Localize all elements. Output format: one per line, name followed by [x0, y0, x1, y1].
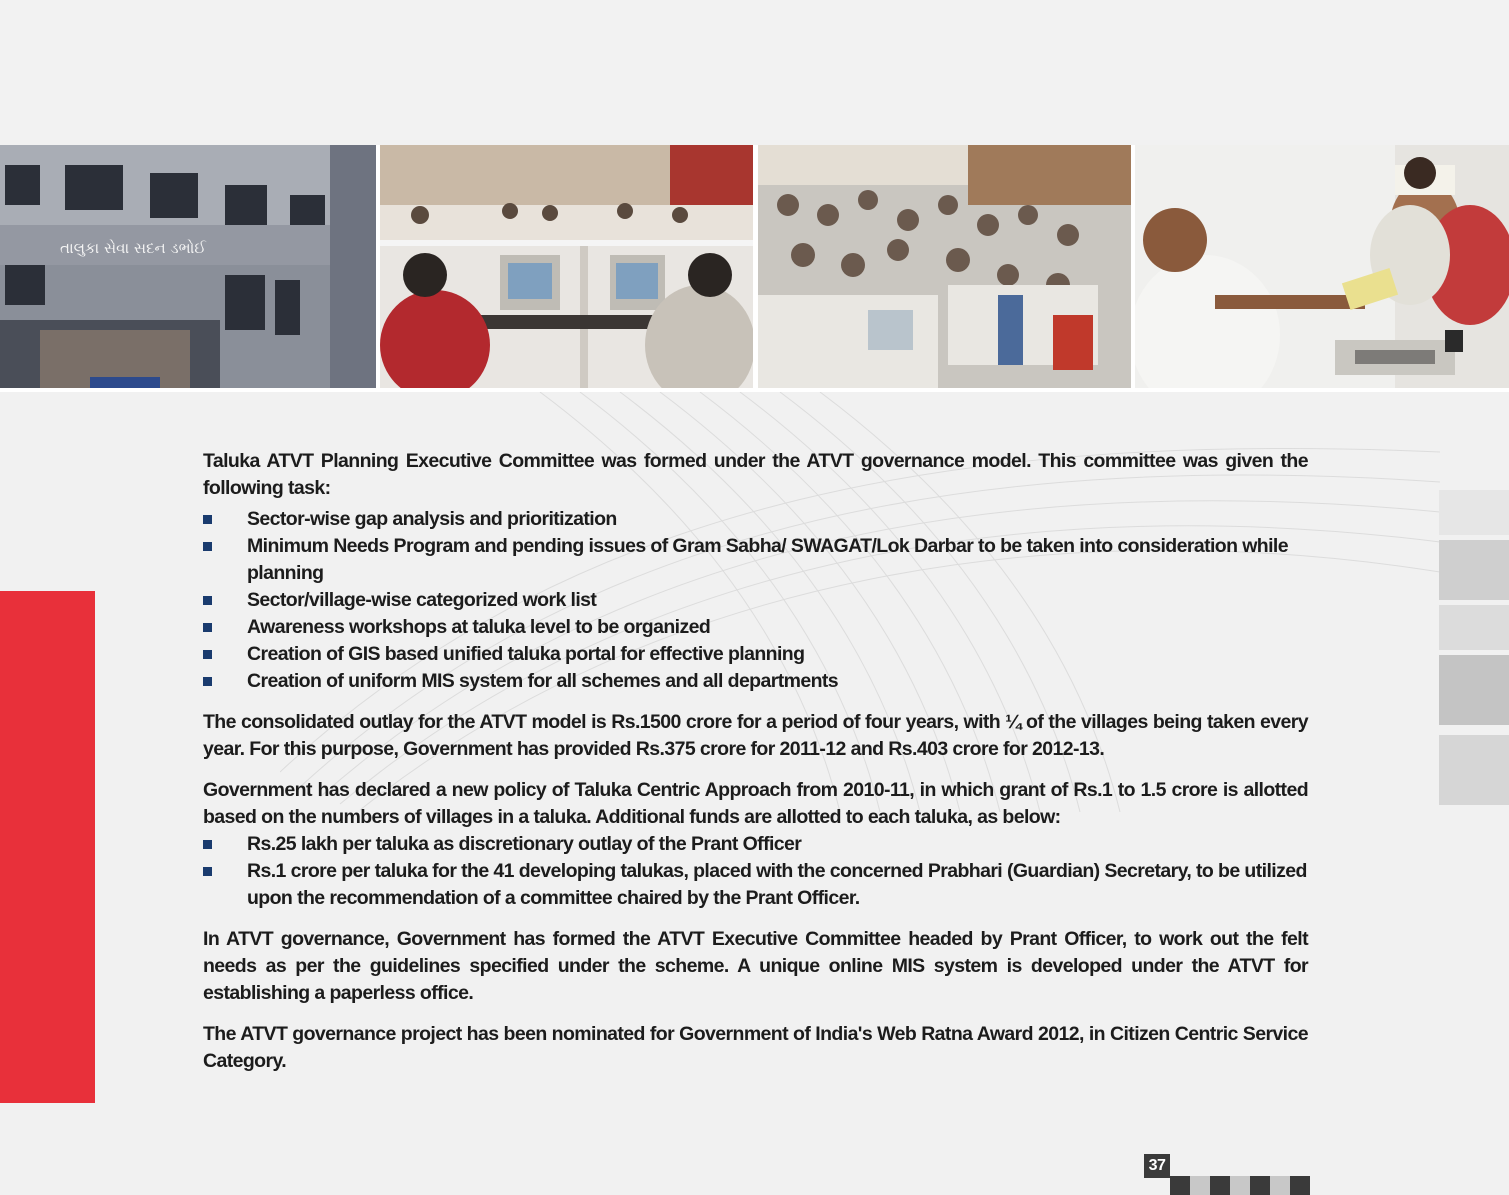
photo-officer	[1135, 145, 1509, 388]
governance-paragraph: In ATVT governance, Government has formed the ATVT Executive Committee headed by Prant Officer, to work out the felt needs as per the guidelines specified under the scheme. A unique online MIS system is developed under the ATVT for establishing a paperless office.	[203, 928, 1308, 1004]
funds-list	[203, 831, 1308, 912]
task-list	[203, 506, 1308, 695]
list-item: Rs.1 crore per taluka for the 41 developing talukas, placed with the concerned Prabhari (Guardian) Secretary, to be utilized upon the recommendation of a committee chaired by the Prant Officer.	[203, 858, 1308, 912]
bullet-icon	[203, 867, 212, 876]
list-item: Creation of uniform MIS system for all schemes and all departments	[203, 668, 1308, 695]
bullet-icon	[203, 515, 212, 524]
photo-building	[0, 145, 376, 388]
bullet-icon	[203, 650, 212, 659]
page-checker-pattern	[1170, 1176, 1310, 1195]
bullet-icon	[203, 596, 212, 605]
page-number: 37	[1144, 1154, 1170, 1178]
right-decorative-stripes	[1439, 490, 1509, 830]
list-item: Creation of GIS based unified taluka portal for effective planning	[203, 641, 1308, 668]
photo-counters	[380, 145, 753, 388]
policy-paragraph: Government has declared a new policy of Taluka Centric Approach from 2010-11, in which grant of Rs.1 to 1.5 crore is allotted based on the numbers of villages in a taluka. Additional funds are allotted to each taluka, as below:	[203, 779, 1308, 828]
photo-crowd	[758, 145, 1131, 388]
bullet-icon	[203, 677, 212, 686]
list-item: Minimum Needs Program and pending issues of Gram Sabha/ SWAGAT/Lok Darbar to be taken into consideration while planning	[203, 533, 1308, 587]
bullet-icon	[203, 542, 212, 551]
outlay-paragraph: The consolidated outlay for the ATVT model is Rs.1500 crore for a period of four years, with ¼ of the villages being taken every year. For this purpose, Government has provided Rs.375 crore for 2011-12 and Rs.403 crore for 2012-13.	[203, 711, 1308, 760]
list-item: Sector-wise gap analysis and prioritization	[203, 506, 1308, 533]
bullet-icon	[203, 623, 212, 632]
list-item: Awareness workshops at taluka level to be organized	[203, 614, 1308, 641]
red-accent-bar	[0, 591, 95, 1103]
list-item: Rs.25 lakh per taluka as discretionary outlay of the Prant Officer	[203, 831, 1308, 858]
main-content	[203, 448, 1308, 1089]
award-paragraph: The ATVT governance project has been nominated for Government of India's Web Ratna Award 2012, in Citizen Centric Service Category.	[203, 1023, 1308, 1072]
list-item: Sector/village-wise categorized work list	[203, 587, 1308, 614]
photo-strip	[0, 145, 1509, 390]
top-band	[0, 0, 1509, 140]
intro-paragraph: Taluka ATVT Planning Executive Committee was formed under the ATVT governance model. This committee was given the following task:	[203, 450, 1308, 499]
bullet-icon	[203, 840, 212, 849]
building-sign: તાલુકા સેવા સદન ડભોઈ	[60, 239, 206, 257]
